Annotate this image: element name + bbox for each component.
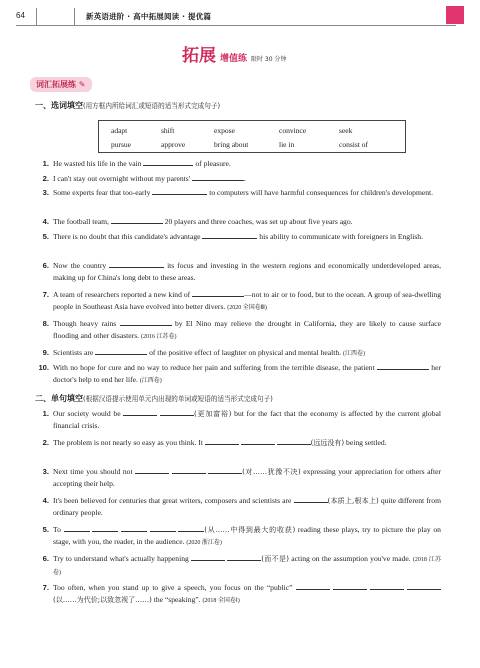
vocab-tag-label: 词汇拓展练 xyxy=(36,80,76,89)
answer-blank[interactable] xyxy=(296,582,330,590)
answer-blank[interactable] xyxy=(160,408,194,416)
question-number: 10. xyxy=(38,363,49,372)
chinese-hint: (远远没有) xyxy=(310,439,345,447)
chinese-hint: (以……为代价;以致忽视了……) xyxy=(53,596,152,604)
question-number: 8. xyxy=(42,319,49,328)
answer-blank[interactable] xyxy=(277,437,311,445)
answer-blank[interactable] xyxy=(143,158,193,166)
question-number: 1. xyxy=(42,409,49,418)
time-limit: 限时 30 分钟 xyxy=(251,56,287,63)
word-bank-item: bring about xyxy=(214,140,249,149)
question-text: to computers will have harmful consequences for children's development. xyxy=(207,188,434,197)
section-banner xyxy=(182,44,286,66)
page-header xyxy=(16,6,464,26)
question-text: acting on the assumption you've made. xyxy=(289,554,413,563)
question-text: The football team, xyxy=(53,217,111,226)
pencil-icon: ✎ xyxy=(78,80,86,89)
question-number: 3. xyxy=(42,467,49,476)
word-bank-item: approve xyxy=(161,140,186,149)
question-text: quite different from ordinary people. xyxy=(53,496,441,517)
page-number: 64 xyxy=(16,11,25,20)
question-text: by El Nino may relieve the drought in California, they are likely to cause surface flooding and other disasters. xyxy=(53,319,441,340)
question-text: —not to air or to food, but to the ocean. A group of sea-dwelling people in Southeast Asia have evolved into better divers. xyxy=(53,290,442,311)
question-text: Some experts fear that too-early xyxy=(53,188,153,197)
chinese-hint: (而不是) xyxy=(261,555,290,563)
question-text: expressing your appreciation for others after accepting their help. xyxy=(53,467,441,488)
answer-blank[interactable] xyxy=(120,318,172,326)
question-source: (2016 江苏卷) xyxy=(140,334,177,340)
section1-heading xyxy=(35,100,220,111)
question-number: 6. xyxy=(42,261,49,270)
word-bank-item: consist of xyxy=(339,140,368,149)
question-text: A team of researchers reported a new kind of xyxy=(53,290,193,299)
question-text: but for the fact that the economy is affected by the current global financial crisis. xyxy=(53,409,441,430)
answer-blank[interactable] xyxy=(377,362,429,370)
answer-blank[interactable] xyxy=(123,408,157,416)
word-bank-item: pursue xyxy=(111,140,131,149)
word-bank-item: convince xyxy=(279,126,307,135)
question-text: With no hope for cure and no way to reduce her pain and suffering from the terrible disease, the patient xyxy=(53,363,377,372)
word-bank xyxy=(98,120,406,153)
answer-blank[interactable] xyxy=(192,289,244,297)
answer-blank[interactable] xyxy=(178,524,204,532)
question-number: 7. xyxy=(42,290,49,299)
question-text: of the positive effect of laughter on physical and mental health. xyxy=(147,348,343,357)
answer-blank[interactable] xyxy=(191,553,225,561)
question-text: of pleasure. xyxy=(193,159,231,168)
section2-heading xyxy=(35,393,273,404)
answer-blank[interactable] xyxy=(407,582,441,590)
question-text: Though heavy rains xyxy=(53,319,120,328)
question-text: Our society would be xyxy=(53,409,124,418)
answer-blank[interactable] xyxy=(205,437,239,445)
answer-blank[interactable] xyxy=(241,437,275,445)
question-text: the “speaking”. xyxy=(151,595,203,604)
question-source: (江西卷) xyxy=(139,378,162,384)
question-number: 7. xyxy=(42,583,49,592)
corner-decoration xyxy=(446,6,464,24)
section2-instruction: (根据汉语提示使用单元内出现的单词或短语的适当形式完成句子) xyxy=(83,395,273,403)
question-text: his ability to communicate with foreigners in English. xyxy=(257,232,423,241)
section1-instruction: (用方框内所给词汇或短语的适当形式完成句子) xyxy=(83,102,221,110)
question-source: (2018 全国卷Ⅰ) xyxy=(202,598,240,604)
question-source: (2020 全国卷Ⅲ) xyxy=(227,305,267,311)
answer-blank[interactable] xyxy=(202,231,257,239)
header-divider xyxy=(74,8,75,25)
question-source: (2018 江苏卷) xyxy=(53,557,442,576)
answer-blank[interactable] xyxy=(135,466,169,474)
question-source: (2020 浙江卷) xyxy=(186,540,222,546)
answer-blank[interactable] xyxy=(152,187,207,195)
answer-blank[interactable] xyxy=(192,173,244,181)
question-text: It's been believed for centuries that great writers, composers and scientists are xyxy=(53,496,294,505)
banner-sub: 增值练 xyxy=(220,54,248,64)
question-text: 20 players and three coaches, was set up about five years ago. xyxy=(162,217,353,226)
question-number: 2. xyxy=(42,174,49,183)
answer-blank[interactable] xyxy=(172,466,206,474)
section2-title: 二、单句填空 xyxy=(35,394,83,403)
answer-blank[interactable] xyxy=(333,582,367,590)
answer-blank[interactable] xyxy=(109,260,164,268)
question-text: Try to understand what's actually happening xyxy=(53,554,192,563)
answer-blank[interactable] xyxy=(64,524,90,532)
answer-blank[interactable] xyxy=(121,524,147,532)
question-text: Too often, when you stand up to give a speech, you focus on the “public” xyxy=(53,583,296,592)
chinese-hint: (对……犹豫不决) xyxy=(242,468,301,476)
answer-blank[interactable] xyxy=(294,495,328,503)
answer-blank[interactable] xyxy=(208,466,242,474)
question-number: 1. xyxy=(42,159,49,168)
word-bank-item: seek xyxy=(339,126,353,135)
book-title: 新英语进阶 · 高中拓展阅读 · 提优篇 xyxy=(86,12,212,21)
answer-blank[interactable] xyxy=(111,216,163,224)
question-text: Scientists are xyxy=(53,348,96,357)
answer-blank[interactable] xyxy=(92,524,118,532)
question-text: The problem is not nearly so easy as you think. It xyxy=(53,438,205,447)
question-text: Next time you should not xyxy=(53,467,136,476)
question-text: reading these plays, try to picture the play on stage, with you, the reader, in the audience. xyxy=(53,525,441,546)
word-bank-item: shift xyxy=(161,126,175,135)
word-bank-item: expose xyxy=(214,126,235,135)
word-bank-item: adapt xyxy=(111,126,128,135)
question-number: 3. xyxy=(42,188,49,197)
question-number: 6. xyxy=(42,554,49,563)
question-text: I can't stay out overnight without my parents' xyxy=(53,174,192,183)
question-text: There is no doubt that this candidate's advantage xyxy=(53,232,203,241)
question-source: (江西卷) xyxy=(342,351,365,357)
answer-blank[interactable] xyxy=(227,553,261,561)
header-divider xyxy=(36,8,37,25)
vocab-tag xyxy=(30,77,92,92)
question-number: 5. xyxy=(42,232,49,241)
question-text: its focus and investing in the western regions and economically underdeveloped areas, making up for China's long debt to these areas. xyxy=(53,261,441,282)
chinese-hint: (本质上,根本上) xyxy=(327,497,379,505)
section1-title: 一、选词填空 xyxy=(35,101,83,110)
question-text: her doctor's help to end her life. xyxy=(53,363,441,384)
answer-blank[interactable] xyxy=(370,582,404,590)
question-number: 4. xyxy=(42,217,49,226)
answer-blank[interactable] xyxy=(150,524,176,532)
chinese-hint: (从……中得到最大的收获) xyxy=(204,526,296,534)
question-number: 9. xyxy=(42,348,49,357)
banner-main: 拓展 xyxy=(182,46,216,66)
question-text: Now the country xyxy=(53,261,110,270)
question-text: He wasted his life in the vain xyxy=(53,159,144,168)
question-text: . xyxy=(243,174,246,183)
header-rule xyxy=(16,25,456,26)
chinese-hint: (更加富裕) xyxy=(193,410,232,418)
word-bank-item: lie in xyxy=(279,140,295,149)
question-number: 5. xyxy=(42,525,49,534)
question-text: being settled. xyxy=(344,438,387,447)
question-number: 4. xyxy=(42,496,49,505)
question-number: 2. xyxy=(42,438,49,447)
answer-blank[interactable] xyxy=(95,347,147,355)
question-text: To xyxy=(53,525,64,534)
